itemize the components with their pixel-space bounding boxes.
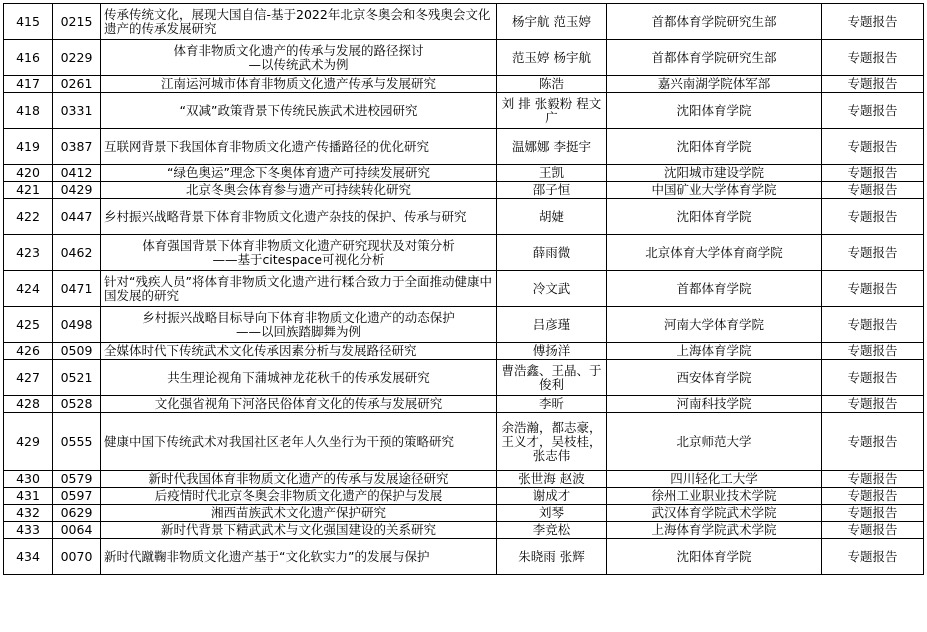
- paper-authors: 李竞松: [497, 522, 607, 539]
- paper-title: 体育非物质文化遗产的传承与发展的路径探讨 —以传统武术为例: [101, 40, 497, 76]
- table-row: [4, 235, 924, 271]
- paper-type: 专题报告: [822, 165, 924, 182]
- paper-type: 专题报告: [822, 505, 924, 522]
- paper-authors: 李昕: [497, 396, 607, 413]
- paper-code: 0509: [53, 343, 101, 360]
- paper-type: 专题报告: [822, 271, 924, 307]
- paper-authors: 范玉婷 杨宇航: [497, 40, 607, 76]
- paper-organization: 徐州工业职业技术学院: [607, 488, 822, 505]
- row-number: 419: [4, 129, 53, 165]
- table-row: [4, 129, 924, 165]
- paper-type: 专题报告: [822, 76, 924, 93]
- paper-organization: 沈阳体育学院: [607, 93, 822, 129]
- paper-type: 专题报告: [822, 4, 924, 40]
- paper-authors: 薛雨微: [497, 235, 607, 271]
- table-row: [4, 488, 924, 505]
- row-number: 430: [4, 471, 53, 488]
- paper-organization: 北京体育大学体育商学院: [607, 235, 822, 271]
- paper-authors: 余浩瀚，都志豪，王义才，吴枝桂，张志伟: [497, 413, 607, 471]
- paper-type: 专题报告: [822, 93, 924, 129]
- paper-list-table-container: [3, 3, 924, 575]
- paper-type: 专题报告: [822, 471, 924, 488]
- paper-title: 健康中国下传统武术对我国社区老年人久坐行为干预的策略研究: [101, 413, 497, 471]
- paper-type: 专题报告: [822, 307, 924, 343]
- paper-authors: 温娜娜 李挺宇: [497, 129, 607, 165]
- table-row: [4, 522, 924, 539]
- paper-code: 0387: [53, 129, 101, 165]
- paper-type: 专题报告: [822, 182, 924, 199]
- paper-authors: 傅扬洋: [497, 343, 607, 360]
- paper-organization: 四川轻化工大学: [607, 471, 822, 488]
- paper-organization: 沈阳城市建设学院: [607, 165, 822, 182]
- paper-authors: 胡婕: [497, 199, 607, 235]
- paper-organization: 嘉兴南湖学院体军部: [607, 76, 822, 93]
- paper-title: 针对“残疾人员”将体育非物质文化遗产进行糅合致力于全面推动健康中国发展的研究: [101, 271, 497, 307]
- paper-code: 0331: [53, 93, 101, 129]
- paper-authors: 谢成才: [497, 488, 607, 505]
- paper-type: 专题报告: [822, 522, 924, 539]
- row-number: 425: [4, 307, 53, 343]
- row-number: 427: [4, 360, 53, 396]
- table-row: [4, 413, 924, 471]
- paper-authors: 刘琴: [497, 505, 607, 522]
- paper-code: 0064: [53, 522, 101, 539]
- paper-organization: 北京师范大学: [607, 413, 822, 471]
- paper-organization: 首都体育学院研究生部: [607, 40, 822, 76]
- paper-code: 0229: [53, 40, 101, 76]
- paper-code: 0629: [53, 505, 101, 522]
- paper-title: 北京冬奥会体育参与遗产可持续转化研究: [101, 182, 497, 199]
- paper-type: 专题报告: [822, 488, 924, 505]
- paper-type: 专题报告: [822, 360, 924, 396]
- paper-code: 0528: [53, 396, 101, 413]
- paper-organization: 沈阳体育学院: [607, 199, 822, 235]
- paper-authors: 吕彦瑾: [497, 307, 607, 343]
- paper-code: 0521: [53, 360, 101, 396]
- paper-organization: 沈阳体育学院: [607, 129, 822, 165]
- paper-organization: 首都体育学院: [607, 271, 822, 307]
- paper-code: 0579: [53, 471, 101, 488]
- row-number: 418: [4, 93, 53, 129]
- paper-title: 乡村振兴战略目标导向下体育非物质文化遗产的动态保护 ——以回族踏脚舞为例: [101, 307, 497, 343]
- paper-authors: 邵子恒: [497, 182, 607, 199]
- row-number: 420: [4, 165, 53, 182]
- paper-authors: 杨宇航 范玉婷: [497, 4, 607, 40]
- paper-organization: 中国矿业大学体育学院: [607, 182, 822, 199]
- paper-type: 专题报告: [822, 235, 924, 271]
- table-row: [4, 471, 924, 488]
- paper-title: 江南运河城市体育非物质文化遗产传承与发展研究: [101, 76, 497, 93]
- paper-code: 0555: [53, 413, 101, 471]
- table-row: [4, 307, 924, 343]
- paper-authors: 张世海 赵波: [497, 471, 607, 488]
- table-row: [4, 93, 924, 129]
- paper-organization: 上海体育学院武术学院: [607, 522, 822, 539]
- paper-authors: 冷文武: [497, 271, 607, 307]
- table-row: [4, 539, 924, 575]
- paper-organization: 沈阳体育学院: [607, 539, 822, 575]
- table-row: [4, 182, 924, 199]
- table-row: [4, 505, 924, 522]
- row-number: 424: [4, 271, 53, 307]
- table-row: [4, 396, 924, 413]
- paper-code: 0412: [53, 165, 101, 182]
- paper-organization: 河南大学体育学院: [607, 307, 822, 343]
- paper-title: “双减”政策背景下传统民族武术进校园研究: [101, 93, 497, 129]
- paper-authors: 刘 排 张毅粉 程文广: [497, 93, 607, 129]
- row-number: 422: [4, 199, 53, 235]
- row-number: 428: [4, 396, 53, 413]
- paper-title: 新时代背景下精武武术与文化强国建设的关系研究: [101, 522, 497, 539]
- paper-code: 0070: [53, 539, 101, 575]
- paper-code: 0498: [53, 307, 101, 343]
- paper-title: 乡村振兴战略背景下体育非物质文化遗产杂技的保护、传承与研究: [101, 199, 497, 235]
- paper-title: “绿色奥运”理念下冬奥体育遗产可持续发展研究: [101, 165, 497, 182]
- table-row: [4, 199, 924, 235]
- paper-list-table: [3, 3, 924, 575]
- row-number: 423: [4, 235, 53, 271]
- paper-code: 0447: [53, 199, 101, 235]
- table-row: [4, 271, 924, 307]
- paper-type: 专题报告: [822, 343, 924, 360]
- paper-authors: 王凯: [497, 165, 607, 182]
- paper-authors: 曹浩鑫、王晶、于俊利: [497, 360, 607, 396]
- paper-type: 专题报告: [822, 539, 924, 575]
- paper-organization: 武汉体育学院武术学院: [607, 505, 822, 522]
- paper-type: 专题报告: [822, 129, 924, 165]
- paper-code: 0215: [53, 4, 101, 40]
- paper-authors: 陈浩: [497, 76, 607, 93]
- table-row: [4, 360, 924, 396]
- row-number: 434: [4, 539, 53, 575]
- table-row: [4, 165, 924, 182]
- row-number: 421: [4, 182, 53, 199]
- row-number: 426: [4, 343, 53, 360]
- table-row: [4, 343, 924, 360]
- paper-code: 0471: [53, 271, 101, 307]
- row-number: 417: [4, 76, 53, 93]
- table-row: [4, 76, 924, 93]
- paper-type: 专题报告: [822, 413, 924, 471]
- row-number: 432: [4, 505, 53, 522]
- paper-title: 后疫情时代北京冬奥会非物质文化遗产的保护与发展: [101, 488, 497, 505]
- paper-organization: 上海体育学院: [607, 343, 822, 360]
- paper-organization: 河南科技学院: [607, 396, 822, 413]
- paper-title: 湘西苗族武术文化遗产保护研究: [101, 505, 497, 522]
- paper-code: 0597: [53, 488, 101, 505]
- row-number: 431: [4, 488, 53, 505]
- paper-title: 文化强省视角下河洛民俗体育文化的传承与发展研究: [101, 396, 497, 413]
- paper-organization: 西安体育学院: [607, 360, 822, 396]
- row-number: 415: [4, 4, 53, 40]
- paper-title: 全媒体时代下传统武术文化传承因素分析与发展路径研究: [101, 343, 497, 360]
- paper-code: 0462: [53, 235, 101, 271]
- row-number: 429: [4, 413, 53, 471]
- paper-title: 新时代我国体育非物质文化遗产的传承与发展途径研究: [101, 471, 497, 488]
- paper-title: 共生理论视角下蒲城神龙花秋千的传承发展研究: [101, 360, 497, 396]
- paper-type: 专题报告: [822, 40, 924, 76]
- table-body: [4, 4, 924, 575]
- table-row: [4, 40, 924, 76]
- paper-title: 新时代蹴鞠非物质文化遗产基于“文化软实力”的发展与保护: [101, 539, 497, 575]
- paper-organization: 首都体育学院研究生部: [607, 4, 822, 40]
- paper-code: 0429: [53, 182, 101, 199]
- paper-title: 传承传统文化，展现大国自信-基于2022年北京冬奥会和冬残奥会文化遗产的传承发展研究: [101, 4, 497, 40]
- row-number: 433: [4, 522, 53, 539]
- paper-type: 专题报告: [822, 396, 924, 413]
- table-row: [4, 4, 924, 40]
- paper-title: 体育强国背景下体育非物质文化遗产研究现状及对策分析 ——基于citespace可视化分析: [101, 235, 497, 271]
- paper-code: 0261: [53, 76, 101, 93]
- paper-authors: 朱晓雨 张辉: [497, 539, 607, 575]
- paper-title: 互联网背景下我国体育非物质文化遗产传播路径的优化研究: [101, 129, 497, 165]
- paper-type: 专题报告: [822, 199, 924, 235]
- row-number: 416: [4, 40, 53, 76]
